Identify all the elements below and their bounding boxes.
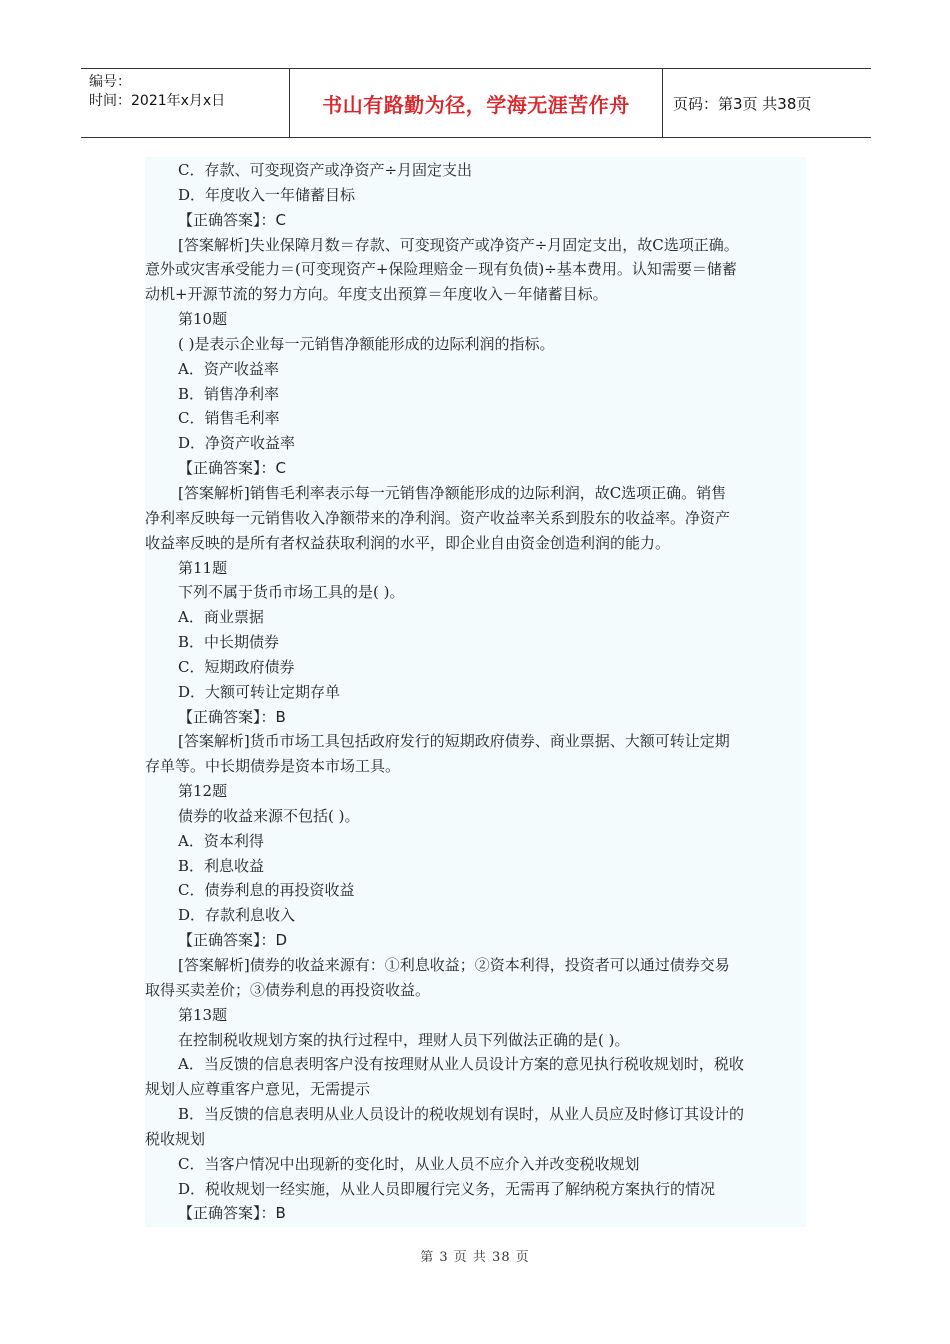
header-motto: 书山有路勤为径，学海无涯苦作舟	[290, 69, 663, 137]
text-line: 第11题	[178, 558, 228, 577]
text-line: 【正确答案】：C	[178, 459, 286, 478]
text-line: C．当客户情况中出现新的变化时，从业人员不应介入并改变税收规划	[178, 1154, 640, 1173]
text-line: 【正确答案】：D	[178, 931, 288, 950]
page-footer: 第 3 页 共 38 页	[420, 1250, 530, 1265]
text-line: [答案解析]债券的收益来源有：①利息收益；②资本利得，投资者可以通过债券交易	[178, 956, 730, 974]
text-line: B．中长期债券	[178, 633, 280, 652]
text-line: D．存款利息收入	[178, 906, 296, 925]
text-line: 下列不属于货币市场工具的是( )。	[178, 583, 405, 602]
text-line: 取得买卖差价；③债券利息的再投资收益。	[145, 980, 431, 999]
text-line: 收益率反映的是所有者权益获取利润的水平，即企业自由资金创造利润的能力。	[145, 533, 671, 552]
text-line: 【正确答案】：B	[178, 707, 286, 726]
text-line: 债券的收益来源不包括( )。	[178, 806, 360, 825]
page-header	[81, 68, 871, 138]
header-page-info: 页码：第3页 共38页	[673, 94, 812, 113]
text-line: [答案解析]失业保障月数＝存款、可变现资产或净资产÷月固定支出，故C选项正确。	[178, 235, 739, 254]
text-line: 在控制税收规划方案的执行过程中，理财人员下列做法正确的是( )。	[178, 1030, 630, 1049]
text-line: 动机+开源节流的努力方向。年度支出预算＝年度收入－年储蓄目标。	[145, 285, 608, 304]
text-line: [答案解析]销售毛利率表示每一元销售净额能形成的边际利润，故C选项正确。销售	[178, 483, 727, 502]
text-line: 规划人应尊重客户意见，无需提示	[145, 1080, 371, 1099]
text-line: C．存款、可变现资产或净资产÷月固定支出	[178, 161, 473, 179]
text-line: C．债券利息的再投资收益	[178, 881, 355, 900]
text-line: 第10题	[178, 310, 228, 329]
text-line: 存单等。中长期债券是资本市场工具。	[145, 757, 401, 776]
text-line: D．年度收入一年储蓄目标	[178, 185, 356, 204]
text-line: D．净资产收益率	[178, 434, 296, 453]
text-line: 第12题	[178, 782, 228, 801]
text-line: 净利率反映每一元销售收入净额带来的净利润。资产收益率关系到股东的收益率。净资产	[145, 508, 731, 527]
text-line: 【正确答案】：C	[178, 210, 286, 229]
text-line: [答案解析]货币市场工具包括政府发行的短期政府债券、商业票据、大额可转让定期	[178, 732, 730, 751]
text-line: ( )是表示企业每一元销售净额能形成的边际利润的指标。	[178, 334, 555, 353]
text-line: D．大额可转让定期存单	[178, 682, 341, 701]
text-line: A．商业票据	[178, 608, 264, 627]
text-line: B．利息收益	[178, 856, 265, 875]
text-line: B．当反馈的信息表明从业人员设计的税收规划有误时，从业人员应及时修订其设计的	[178, 1105, 745, 1124]
text-line: A．资产收益率	[178, 359, 279, 378]
document-body	[145, 158, 806, 1226]
text-line: C．短期政府债券	[178, 657, 295, 676]
text-line: B．销售净利率	[178, 384, 280, 403]
header-meta	[81, 69, 290, 137]
text-line: A．当反馈的信息表明客户没有按理财从业人员设计方案的意见执行税收规划时，税收	[178, 1055, 744, 1074]
text-line: 意外或灾害承受能力＝(可变现资产+保险理赔金－现有负债)÷基本费用。认知需要＝储蓄	[145, 260, 737, 279]
text-line: 【正确答案】：B	[178, 1204, 286, 1223]
number-label: 编号：	[89, 74, 131, 90]
date-label: 时间：2021年x月x日	[89, 93, 226, 109]
text-line: D．税收规划一经实施，从业人员即履行完义务，无需再了解纳税方案执行的情况	[178, 1179, 716, 1198]
text-line: A．资本利得	[178, 831, 264, 850]
text-line: 税收规划	[145, 1129, 206, 1148]
text-line: 第13题	[178, 1005, 228, 1024]
text-line: C．销售毛利率	[178, 409, 280, 428]
